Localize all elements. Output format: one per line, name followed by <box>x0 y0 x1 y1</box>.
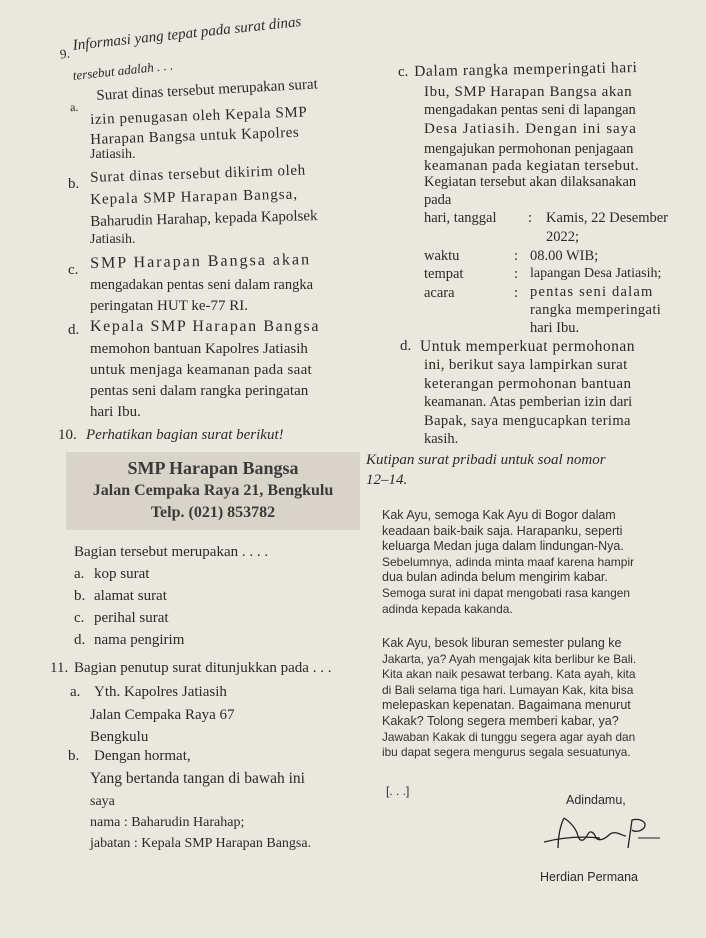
letter-line: Jakarta, ya? Ayah mengajak kita berlibur ke Bali. <box>382 651 637 666</box>
detail-key: acara <box>424 285 455 301</box>
q9-option-d-line: memohon bantuan Kapolres Jatiasih <box>90 341 308 357</box>
detail-value: pentas seni dalam <box>530 284 654 300</box>
q10-option-a-label: a. <box>74 566 85 582</box>
q9-option-b-line: Baharudin Harahap, kepada Kapolsek <box>90 208 318 230</box>
letter-line: Semoga surat ini dapat mengobati rasa kangen <box>382 585 630 600</box>
q9-right-c-line: Kegiatan tersebut akan dilaksanakan <box>424 174 637 190</box>
q9-option-c-line: SMP Harapan Bangsa akan <box>90 251 312 272</box>
q10-option-c-text: perihal surat <box>94 610 169 626</box>
excerpt-title-line2: 12–14. <box>366 472 408 488</box>
detail-sep: : <box>514 285 519 301</box>
q9-right-c-line: Dalam rangka memperingati hari <box>414 59 638 80</box>
letterhead-phone: Telp. (021) 853782 <box>150 504 276 521</box>
q10-option-a-text: kop surat <box>94 566 150 582</box>
letter-line: di Bali selama tiga hari. Lumayan Kak, kita bisa <box>382 682 634 697</box>
letter-paragraph-1 <box>382 508 682 617</box>
q10-option-b-text: alamat surat <box>94 588 167 604</box>
q11-option-b-line: jabatan : Kepala SMP Harapan Bangsa. <box>90 836 312 851</box>
q9-number: 9. <box>59 45 71 62</box>
q9-option-b-line: Surat dinas tersebut dikirim oleh <box>90 162 307 186</box>
letter-line: Jawaban Kakak di tunggu segera agar ayah dan <box>382 729 636 744</box>
letterhead-address: Jalan Cempaka Raya 21, Bengkulu <box>92 482 334 499</box>
q9-right-c-line: mengajukan permohonan penjagaan <box>424 141 634 157</box>
letter-line: ibu dapat segera mengurus segala sesuatunya. <box>382 745 631 760</box>
q11-option-a-label: a. <box>70 684 81 700</box>
letter-line: dua bulan adinda belum mengirim kabar. <box>382 570 608 585</box>
q10-option-d-label: d. <box>74 632 86 648</box>
q9-right-option-c-label: c. <box>398 64 409 80</box>
letter-line: Sebelumnya, adinda minta maaf karena hampir <box>382 554 635 569</box>
letter-line: Kita akan naik pesawat terbang. Kata ayah, kita <box>382 667 636 682</box>
q11-question: Bagian penutup surat ditunjukkan pada . . . <box>74 660 332 676</box>
q9-option-d-line: pentas seni dalam rangka peringatan <box>90 383 309 399</box>
q9-option-c-line: mengadakan pentas seni dalam rangka <box>90 277 314 293</box>
letter-line: adinda kepada kakanda. <box>382 601 513 616</box>
detail-key: hari, tanggal <box>424 210 497 226</box>
q9-right-d-line: keamanan. Atas pemberian izin dari <box>424 394 633 410</box>
q9-right-c-line: Desa Jatiasih. Dengan ini saya <box>424 121 637 137</box>
q10-option-b-label: b. <box>74 588 86 604</box>
letter-line: Kak Ayu, semoga Kak Ayu di Bogor dalam <box>382 508 616 522</box>
q9-right-option-d-label: d. <box>400 338 412 354</box>
q9-option-a-label: a. <box>69 99 79 115</box>
q11-option-b-line: nama : Baharudin Harahap; <box>90 815 245 830</box>
q11-option-b-line: saya <box>90 794 115 809</box>
q9-option-c-line: peringatan HUT ke-77 RI. <box>90 298 249 314</box>
detail-sep: : <box>528 210 533 226</box>
detail-value: lapangan Desa Jatiasih; <box>530 266 662 281</box>
q9-option-b-label: b. <box>68 176 80 192</box>
signature-image <box>540 808 670 858</box>
q9-option-a-line: Harapan Bangsa untuk Kapolres <box>90 124 300 148</box>
q9-option-c-label: c. <box>68 262 79 278</box>
detail-key: waktu <box>424 248 460 264</box>
letter-line: melepaskan kepenatan. Bagaimana menurut <box>382 698 631 713</box>
detail-value: hari Ibu. <box>530 320 580 336</box>
q9-option-d-label: d. <box>68 322 80 338</box>
q9-option-a-line: Jatiasih. <box>90 147 136 162</box>
excerpt-title-line1: Kutipan surat pribadi untuk soal nomor <box>366 452 606 468</box>
signer-name: Herdian Permana <box>540 870 638 884</box>
q9-title-line1: Informasi yang tepat pada surat dinas <box>72 14 303 54</box>
detail-value: 08.00 WIB; <box>530 248 599 264</box>
letter-closing: Adindamu, <box>566 793 626 807</box>
letterhead-school-name: SMP Harapan Bangsa <box>127 458 299 478</box>
q9-option-b-line: Kepala SMP Harapan Bangsa, <box>90 186 299 208</box>
q9-right-d-line: Bapak, saya mengucapkan terima <box>424 413 631 429</box>
q9-right-c-line: Ibu, SMP Harapan Bangsa akan <box>424 84 633 100</box>
q9-option-d-line: untuk menjaga keamanan pada saat <box>90 362 313 378</box>
q10-option-d-text: nama pengirim <box>94 632 185 648</box>
detail-value: 2022; <box>546 229 580 245</box>
q9-right-d-line: kasih. <box>424 431 459 447</box>
q11-option-a-line: Jalan Cempaka Raya 67 <box>90 707 235 723</box>
q11-option-a-line: Yth. Kapolres Jatiasih <box>94 684 227 700</box>
q10-question: Bagian tersebut merupakan . . . . <box>74 544 269 560</box>
q11-option-b-line: Yang bertanda tangan di bawah ini <box>90 770 305 787</box>
q9-right-d-line: keterangan permohonan bantuan <box>424 376 632 392</box>
letter-line: keadaan baik-baik saja. Harapanku, seperti <box>382 523 623 538</box>
letter-line: Kak Ayu, besok liburan semester pulang ke <box>382 636 622 650</box>
q9-right-c-line: pada <box>424 192 452 208</box>
q9-option-a-line: Surat dinas tersebut merupakan surat <box>96 76 319 104</box>
detail-value: Kamis, 22 Desember <box>546 210 669 226</box>
q9-right-c-line: mengadakan pentas seni di lapangan <box>424 102 636 118</box>
letter-paragraph-2 <box>382 636 682 761</box>
detail-sep: : <box>514 248 519 264</box>
q11-option-b-line: Dengan hormat, <box>94 748 191 764</box>
q10-option-c-label: c. <box>74 610 85 626</box>
q9-option-a-line: izin penugasan oleh Kepala SMP <box>90 104 308 128</box>
q10-number: 10. <box>58 427 77 443</box>
letter-line: keluarga Medan juga dalam lindungan-Nya. <box>382 539 624 554</box>
q10-instruction: Perhatikan bagian surat berikut! <box>86 427 284 443</box>
q11-option-b-label: b. <box>68 748 80 764</box>
q9-option-b-line: Jatiasih. <box>90 232 136 247</box>
q9-right-d-line: Untuk memperkuat permohonan <box>420 338 635 355</box>
detail-sep: : <box>514 266 519 282</box>
q9-title-line2: tersebut adalah . . . <box>72 57 174 83</box>
detail-value: rangka memperingati <box>530 302 662 318</box>
detail-key: tempat <box>424 266 464 282</box>
q11-option-a-line: Bengkulu <box>90 729 149 745</box>
q9-right-c-line: keamanan pada kegiatan tersebut. <box>424 158 640 174</box>
q11-number: 11. <box>50 660 69 676</box>
q9-right-d-line: ini, berikut saya lampirkan surat <box>424 357 628 373</box>
letter-ellipsis: [. . .] <box>386 784 410 798</box>
letter-line: Kakak? Tolong segera memberi kabar, ya? <box>382 713 619 728</box>
q9-option-d-line: Kepala SMP Harapan Bangsa <box>90 318 321 335</box>
q9-option-d-line: hari Ibu. <box>90 404 141 420</box>
letterhead-box <box>66 452 360 530</box>
